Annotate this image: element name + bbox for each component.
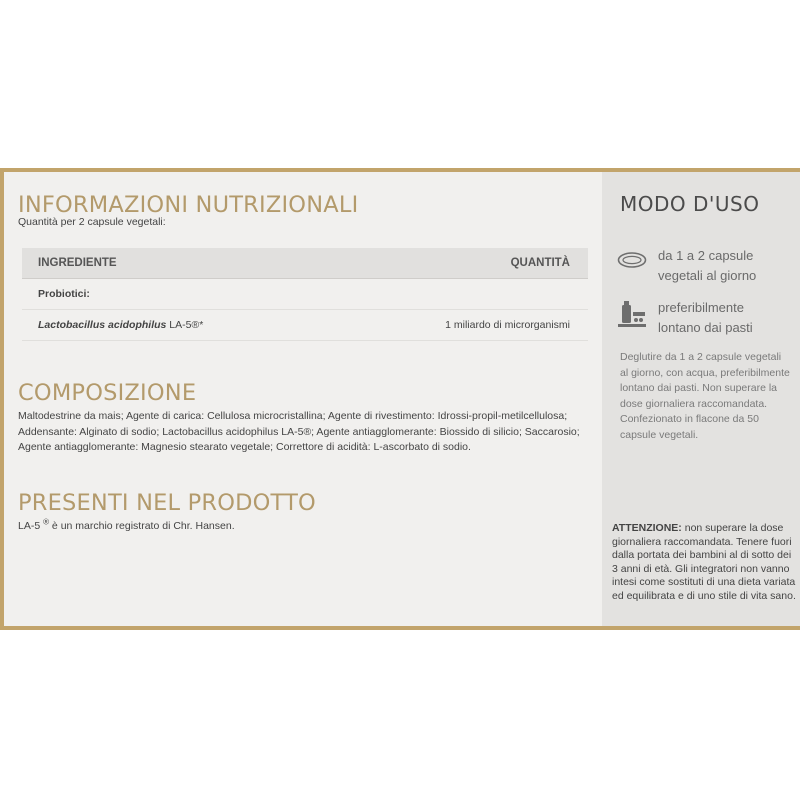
warning-label: ATTENZIONE: (612, 522, 682, 534)
table-row (22, 279, 588, 310)
nutrition-subtitle: Quantità per 2 capsule vegetali: (18, 216, 166, 228)
table-header (22, 248, 588, 279)
header-ingredient: INGREDIENTE (38, 257, 117, 269)
usage-sidebar (602, 172, 800, 626)
nutrition-table (22, 248, 588, 341)
product-info-panel (0, 168, 800, 630)
present-text (18, 519, 586, 535)
row-ingredient (38, 319, 203, 331)
warning-body: non superare la dose giornaliera raccomandata. Tenere fuori dalla portata dei bambini al di sotto dei 3 anni di età. Gli integratori non vanno intesi come sostituti di una dieta variata ed equilibrata e di uno stile di vita sano. (612, 522, 796, 602)
meal-icon (616, 300, 648, 328)
warning-text (612, 522, 798, 603)
ingredient-strain: LA-5®* (166, 319, 204, 331)
row-quantity: 1 miliardo di microrganismi (445, 319, 570, 331)
usage-line: preferibilmente (658, 300, 744, 315)
usage-title: MODO D'USO (620, 192, 760, 216)
trademark-note: è un marchio registrato di Chr. Hansen. (49, 520, 235, 532)
composition-title: COMPOSIZIONE (18, 380, 197, 406)
trademark-name: LA-5 (18, 520, 41, 532)
usage-item-text (658, 298, 753, 338)
capsule-icon (616, 248, 648, 276)
usage-item-text (658, 246, 756, 286)
table-row (22, 310, 588, 341)
usage-line: vegetali al giorno (658, 268, 757, 283)
left-column (18, 172, 598, 626)
nutrition-title: INFORMAZIONI NUTRIZIONALI (18, 192, 359, 218)
registered-mark: ® (43, 517, 50, 527)
usage-description: Deglutire da 1 a 2 capsule vegetali al giorno, con acqua, preferibilmente lontano dai pasti. Non superare la dose giornaliera raccomandata. Confezionato in flacone da 50 capsule vegetali. (620, 351, 790, 441)
ingredient-species: Lactobacillus acidophilus (38, 319, 167, 331)
composition-text: Maltodestrine da mais; Agente di carica: Cellulosa microcristallina; Agente di rivestimento: Idrossi-propil-metilcellulosa; Addensante: Alginato di sodio; Lactobacillus acidophilus LA-5®; Agente antiagglomerante: Biossido di silicio; Saccarosio; Agente antiagglomerante: Magnesio stearato vegetale; Correttore di acidità: L-ascorbato di sodio. (18, 410, 580, 453)
usage-line: da 1 a 2 capsule (658, 248, 754, 263)
row-ingredient: Probiotici: (38, 288, 90, 300)
header-quantity: QUANTITÀ (510, 257, 570, 269)
usage-line: lontano dai pasti (658, 320, 753, 335)
present-title: PRESENTI NEL PRODOTTO (18, 490, 316, 516)
